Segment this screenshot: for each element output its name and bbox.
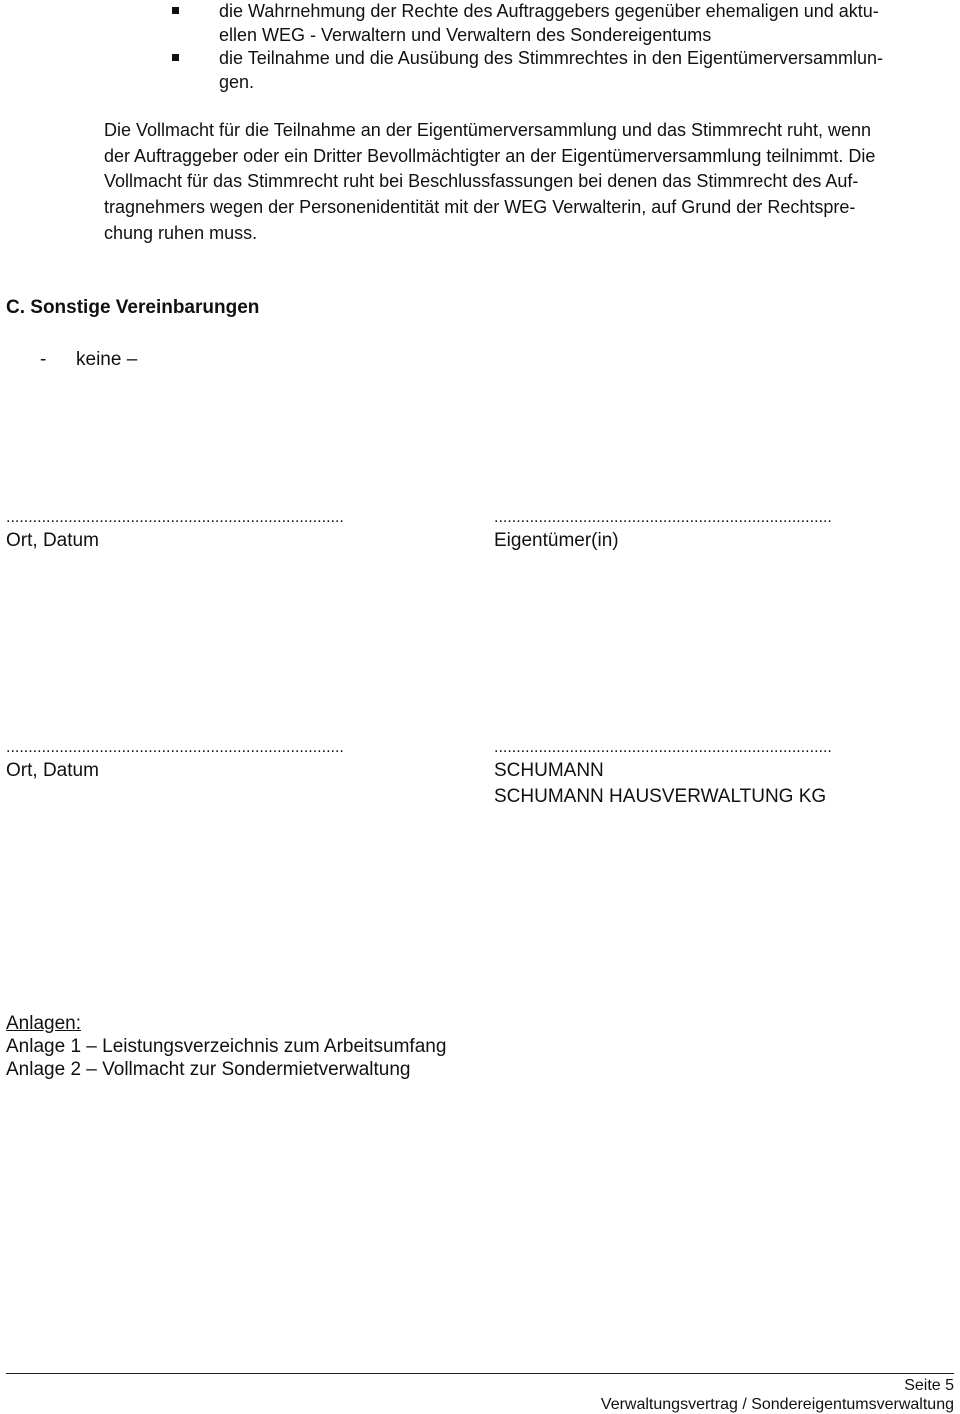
signature-line-left-1: ............................................................................: [6, 509, 344, 526]
paragraph-line: der Auftraggeber oder ein Dritter Bevollmächtigter an der Eigentümerversammlung teilnimmt. Die: [104, 145, 876, 166]
anlagen-section: [6, 1012, 446, 1081]
anlage-item: Anlage 1 – Leistungsverzeichnis zum Arbeitsumfang: [6, 1036, 447, 1057]
bullet-square-icon: [172, 7, 179, 14]
paragraph-line: Die Vollmacht für die Teilnahme an der Eigentümerversammlung und das Stimmrecht ruht, wenn: [104, 120, 872, 140]
ort-datum-label: Ort, Datum: [6, 530, 99, 551]
section-heading: C. Sonstige Vereinbarungen: [6, 297, 260, 318]
list-item-line: gen.: [219, 71, 255, 92]
dash: -: [40, 349, 47, 370]
paragraph-line: Vollmacht für das Stimmrecht ruht bei Beschlussfassungen bei denen das Stimmrecht des Auf-: [104, 171, 859, 192]
list-item: [172, 0, 952, 47]
vollmacht-paragraph: [104, 118, 952, 247]
keine-text: keine –: [76, 349, 138, 370]
signature-line-right-1: ............................................................................: [494, 509, 832, 526]
bullet-list: [172, 0, 952, 94]
bullet-square-icon: [172, 54, 179, 61]
footer-title: Verwaltungsvertrag / Sondereigentumsverwaltung: [600, 1396, 954, 1413]
ort-datum-label: Ort, Datum: [6, 760, 99, 781]
eigentuemer-label: Eigentümer(in): [494, 530, 619, 551]
paragraph-line: tragnehmers wegen der Personenidentität mit der WEG Verwalterin, auf Grund der Rechtspre-: [104, 197, 856, 218]
signature-line-right-2: ............................................................................: [494, 739, 832, 756]
anlage-item: Anlage 2 – Vollmacht zur Sondermietverwaltung: [6, 1059, 411, 1080]
schumann-label: SCHUMANN: [494, 760, 604, 781]
list-item-line: die Teilnahme und die Ausübung des Stimmrechtes in den Eigentümerversammlun-: [219, 48, 884, 68]
list-item-line: die Wahrnehmung der Rechte des Auftraggebers gegenüber ehemaligen und aktu-: [219, 1, 879, 21]
list-item: [172, 47, 952, 94]
paragraph-line: chung ruhen muss.: [104, 222, 258, 243]
list-item-line: ellen WEG - Verwaltern und Verwaltern des Sondereigentums: [219, 24, 712, 45]
company-name-label: SCHUMANN HAUSVERWALTUNG KG: [494, 786, 827, 807]
anlagen-title: Anlagen:: [6, 1013, 82, 1034]
signature-line-left-2: ............................................................................: [6, 739, 344, 756]
footer-divider: [6, 1373, 954, 1374]
page-number: Seite 5: [904, 1377, 954, 1394]
section-content: [40, 349, 137, 371]
